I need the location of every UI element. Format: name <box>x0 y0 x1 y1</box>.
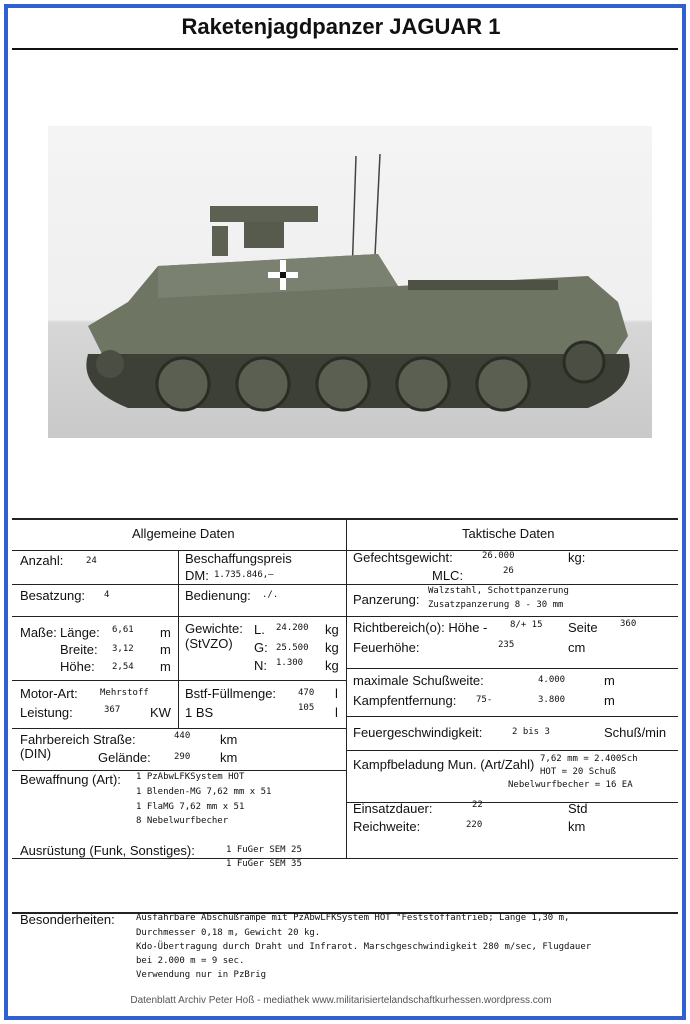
schussweite-label: maximale Schußweite: <box>353 673 484 688</box>
fahrbereich-din: (DIN) <box>20 746 52 761</box>
reichweite-value: 220 <box>466 820 483 830</box>
fahrbereich-label: Fahrbereich Straße: <box>20 732 136 747</box>
mlc-value: 26 <box>503 566 514 576</box>
anzahl-value: 24 <box>86 556 97 566</box>
hoehe-unit: m <box>160 659 171 674</box>
besonderheiten-line: Durchmesser 0,18 m, Gewicht 20 kg. <box>136 928 321 938</box>
besatzung-label: Besatzung: <box>20 588 86 603</box>
feuerhoehe-label: Feuerhöhe: <box>353 640 420 655</box>
tank-illustration <box>48 126 652 438</box>
beschaffung-value: 1.735.846,— <box>214 570 274 580</box>
feuerhoehe-value: 235 <box>498 640 515 650</box>
gelaende-value: 290 <box>174 752 191 762</box>
page-title: Raketenjagdpanzer JAGUAR 1 <box>181 14 501 39</box>
leistung-label: Leistung: <box>20 705 73 720</box>
gewicht-l-label: L. <box>254 622 265 637</box>
besonderheiten-line: Kdo-Übertragung durch Draht und Infrarot. Marschgeschwindigkeit 280 m/sec, Flugdauer <box>136 942 592 952</box>
bstf-label: Bstf-Füllmenge: <box>185 686 277 701</box>
besatzung-value: 4 <box>104 590 110 600</box>
reichweite-label: Reichweite: <box>353 819 421 834</box>
besonderheiten-line: bei 2.000 m = 9 sec. <box>136 956 245 966</box>
bstf-bs-label: 1 BS <box>185 705 214 720</box>
feuerhoehe-unit: cm <box>568 640 586 655</box>
feuergeschwindigkeit-unit: Schuß/min <box>604 725 667 740</box>
kampfbeladung-line: 7,62 mm = 2.400Sch <box>540 754 638 764</box>
ausruestung-line: 1 FuGer SEM 35 <box>226 859 302 869</box>
laenge-label: Länge: <box>60 625 100 640</box>
motor-value: Mehrstoff <box>100 688 149 698</box>
left-header: Allgemeine Daten <box>132 526 235 541</box>
gewicht-l-unit: kg <box>325 622 339 637</box>
strasse-unit: km <box>220 732 238 747</box>
beschaffung-dm-label: DM: <box>185 568 209 583</box>
mlc-label: MLC: <box>432 568 464 583</box>
breite-label: Breite: <box>60 642 98 657</box>
seite-value: 360 <box>620 619 637 629</box>
gewicht-n-value: 1.300 <box>276 658 304 668</box>
kampfentfernung-to: 3.800 <box>538 695 566 705</box>
leistung-unit: KW <box>150 705 171 720</box>
gewichte-label: Gewichte: <box>185 621 243 636</box>
einsatzdauer-value: 22 <box>472 800 483 810</box>
bstf-unit2: l <box>335 705 338 720</box>
panzerung-label: Panzerung: <box>353 592 420 607</box>
ausruestung-line: 1 FuGer SEM 25 <box>226 845 302 855</box>
masse-label: Maße: <box>20 625 57 640</box>
bewaffnung-line: 1 FlaMG 7,62 mm x 51 <box>136 802 245 812</box>
gefecht-value: 26.000 <box>482 551 515 561</box>
gewicht-g-value: 25.500 <box>276 643 309 653</box>
gewicht-g-label: G: <box>254 640 268 655</box>
gewicht-l-value: 24.200 <box>276 623 309 633</box>
besonderheiten-line: Verwendung nur in PzBrig <box>136 970 267 980</box>
right-header: Taktische Daten <box>462 526 555 541</box>
bedienung-label: Bedienung: <box>185 588 251 603</box>
ausruestung-label: Ausrüstung (Funk, Sonstiges): <box>20 843 195 858</box>
schussweite-unit: m <box>604 673 615 688</box>
gelaende-unit: km <box>220 750 238 765</box>
laenge-unit: m <box>160 625 171 640</box>
gewicht-g-unit: kg <box>325 640 339 655</box>
strasse-value: 440 <box>174 731 191 741</box>
kampfentfernung-from: 75- <box>476 695 493 705</box>
bewaffnung-line: 1 PzAbwLFKSystem HOT <box>136 772 245 782</box>
bstf-unit1: l <box>335 686 338 701</box>
hoehe-label: Höhe: <box>60 659 95 674</box>
gefecht-unit: kg: <box>568 550 586 565</box>
richt-hoehe: 8/+ 15 <box>510 620 543 630</box>
bewaffnung-line: 1 Blenden-MG 7,62 mm x 51 <box>136 787 272 797</box>
kampfbeladung-label: Kampfbeladung Mun. (Art/Zahl) <box>353 757 535 772</box>
motor-label: Motor-Art: <box>20 686 78 701</box>
vehicle-photo <box>48 126 652 438</box>
breite-value: 3,12 <box>112 644 134 654</box>
gewicht-n-label: N: <box>254 658 267 673</box>
einsatzdauer-label: Einsatzdauer: <box>353 801 433 816</box>
title-rule <box>12 48 678 50</box>
gelaende-label: Gelände: <box>98 750 151 765</box>
gewichte-sub: (StVZO) <box>185 636 233 651</box>
beschaffung-label: Beschaffungspreis <box>185 551 292 566</box>
panzerung-line1: Walzstahl, Schottpanzerung <box>428 586 569 596</box>
breite-unit: m <box>160 642 171 657</box>
bedienung-value: ./. <box>262 590 279 600</box>
einsatzdauer-unit: Std <box>568 801 588 816</box>
bstf-value2: 105 <box>298 703 315 713</box>
bewaffnung-line: 8 Nebelwurfbecher <box>136 816 229 826</box>
bstf-value1: 470 <box>298 688 315 698</box>
kampfbeladung-line: Nebelwurfbecher = 16 EA <box>508 780 633 790</box>
kampfentfernung-label: Kampfentfernung: <box>353 693 457 708</box>
laenge-value: 6,61 <box>112 625 134 635</box>
reichweite-unit: km <box>568 819 586 834</box>
hoehe-value: 2,54 <box>112 662 134 672</box>
bewaffnung-label: Bewaffnung (Art): <box>20 772 121 787</box>
gefecht-label: Gefechtsgewicht: <box>353 550 453 565</box>
schussweite-value: 4.000 <box>538 675 566 685</box>
kampfentfernung-unit: m <box>604 693 615 708</box>
seite-label: Seite <box>568 620 598 635</box>
gewicht-n-unit: kg <box>325 658 339 673</box>
panzerung-line2: Zusatzpanzerung 8 - 30 mm <box>428 600 564 610</box>
leistung-value: 367 <box>104 705 121 715</box>
anzahl-label: Anzahl: <box>20 553 64 568</box>
besonderheiten-line: Ausfahrbare Abschußrampe mit PzAbwLFKSystem HOT "Feststoffantrieb; Länge 1,30 m, <box>136 913 570 923</box>
besonderheiten-label: Besonderheiten: <box>20 912 115 927</box>
kampfbeladung-line: HOT = 20 Schuß <box>540 767 616 777</box>
footer-credit: Datenblatt Archiv Peter Hoß - mediathek www.militarisiertelandschaftkurhessen.wordpress.com <box>130 995 552 1006</box>
feuergeschwindigkeit-label: Feuergeschwindigkeit: <box>353 725 483 740</box>
feuergeschwindigkeit-value: 2 bis 3 <box>512 727 550 737</box>
richt-label: Richtbereich(o): Höhe - <box>353 620 488 635</box>
